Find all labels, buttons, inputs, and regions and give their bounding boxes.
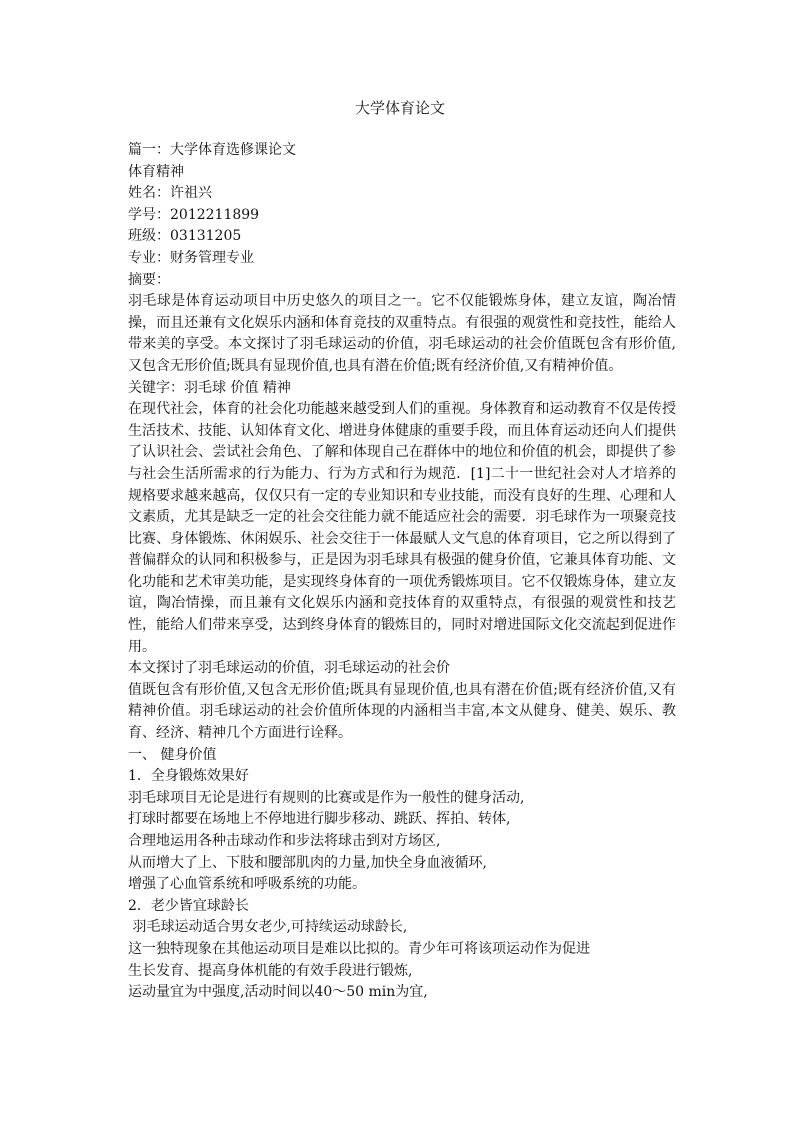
section-heading-fitness: 一、 健身价值 xyxy=(128,746,217,763)
text-line: 羽毛球项目无论是进行有规则的比赛或是作为一般性的健身活动, xyxy=(128,789,525,806)
header-line-article: 篇一：大学体育选修课论文 xyxy=(128,142,296,158)
header-line-student-id: 学号：2012211899 xyxy=(128,206,260,223)
intro-paragraph: 在现代社会，体育的社会化功能越来越受到人们的重视。身体教育和运动教育不仅是传授生活技术、技能、认知体育文化、增进身体健康的重要手段，而且体育运动还向人们提供了认识社会、尝试社会角色、了解和体现自己在群体中的地位和价值的机会，即提供了参与社会生活所需求的行为能力、行为方式和行为规范．[1]二十一世纪社会对人才培养的规格要求越来越高，仅仅只有一定的专业知识和专业技能，而没有良好的生理、心理和人文素质，尤其是缺乏一定的社会交往能力就不能适应社会的需要．羽毛球作为一项聚竞技比赛、身体锻炼、休闲娱乐、社会交往于一体最赋人文气息的体育项目，它之所以得到了普偏群众的认同和积极参与，正是因为羽毛球具有极强的健身价值，它兼具体育功能、文化功能和艺术审美功能，是实现终身体育的一项优秀锻炼项目。它不仅锻炼身体，建立友谊，陶冶情操，而且兼有文化娱乐内涵和竞技体育的双重特点，有很强的观赏性和技艺性，能给人们带来享受，达到终身体育的锻炼目的，同时对增进国际文化交流起到促进作用。 xyxy=(128,401,676,655)
subheading-whole-body: 1．全身锻炼效果好 xyxy=(128,768,249,785)
text-line: 生长发育、提高身体机能的有效手段进行锻炼, xyxy=(128,962,413,979)
text-line: 合理地运用各种击球动作和步法将球击到对方场区, xyxy=(128,833,441,849)
document-body xyxy=(128,140,676,1004)
document-title: 大学体育论文 xyxy=(354,99,445,117)
header-line-major: 专业：财务管理专业 xyxy=(128,249,254,266)
text-line: 运动量宜为中强度,活动时间以40～50 min为宜, xyxy=(128,984,428,1001)
text-line: 羽毛球运动适合男女老少,可持续运动球龄长, xyxy=(128,919,408,936)
text-line: 从而增大了上、下肢和腰部肌肉的力量,加快全身血液循环, xyxy=(128,854,487,871)
keywords-line: 关键字：羽毛球 价值 精神 xyxy=(128,379,291,396)
subheading-all-ages: 2．老少皆宜球龄长 xyxy=(128,897,249,914)
header-line-name: 姓名：许祖兴 xyxy=(128,185,212,202)
summary-line: 本文探讨了羽毛球运动的价值，羽毛球运动的社会价 xyxy=(128,660,450,677)
text-line: 打球时都要在场地上不停地进行脚步移动、跳跃、挥拍、转体, xyxy=(128,811,511,828)
text-line: 增强了心血管系统和呼吸系统的功能。 xyxy=(128,876,366,893)
abstract-label: 摘要： xyxy=(128,271,170,288)
abstract-paragraph: 羽毛球是体育运动项目中历史悠久的项目之一。它不仅能锻炼身体，建立友谊，陶冶情操，而且还兼有文化娱乐内涵和体育竞技的双重特点。有很强的观赏性和竞技性，能给人带来美的享受。本文探讨了羽毛球运动的价值，羽毛球运动的社会价值既包含有形价值,又包含无形价值;既具有显现价值,也具有潜在价值;既有经济价值,又有精神价值。 xyxy=(128,293,676,374)
header-line-topic: 体育精神 xyxy=(128,163,184,180)
header-line-class: 班级：03131205 xyxy=(128,228,242,245)
text-line: 这一独特现象在其他运动项目是难以比拟的。青少年可将该项运动作为促进 xyxy=(128,940,590,957)
value-paragraph: 值既包含有形价值,又包含无形价值;既具有显现价值,也具有潜在价值;既有经济价值,又有精神价值。羽毛球运动的社会价值所体现的内涵相当丰富,本文从健身、健美、娱乐、教育、经济、精神几个方面进行诠释。 xyxy=(128,681,676,742)
